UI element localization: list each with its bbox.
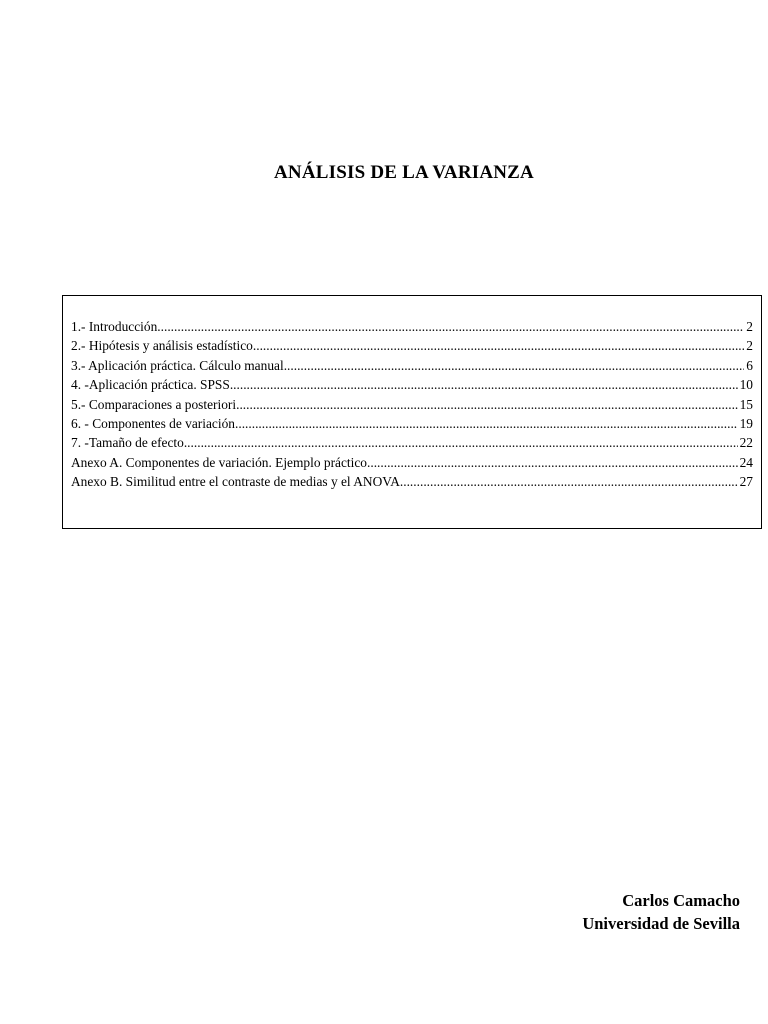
toc-entry-label: Anexo A. Componentes de variación. Ejemplo práctico	[71, 454, 367, 470]
toc-entry-page: 15	[739, 396, 753, 412]
toc-entry[interactable]	[71, 433, 753, 452]
toc-dot-leader	[157, 317, 744, 336]
toc-dot-leader	[253, 336, 744, 355]
toc-entry-page: 24	[739, 454, 753, 470]
toc-dot-leader	[184, 433, 738, 452]
toc-dot-leader	[400, 472, 738, 491]
toc-entry-label: 1.- Introducción	[71, 319, 158, 334]
author-affiliation: Universidad de Sevilla	[582, 914, 740, 933]
toc-entry[interactable]	[71, 453, 753, 472]
toc-entry-page: 22	[739, 435, 753, 451]
toc-entry-page: 19	[739, 415, 753, 431]
toc-entry-label: 5.- Comparaciones a posteriori	[71, 396, 237, 412]
toc-list	[71, 317, 753, 492]
toc-entry[interactable]	[71, 395, 753, 414]
toc-dot-leader	[367, 453, 738, 472]
toc-entry-label: 7. -Tamaño de efecto	[71, 435, 184, 451]
toc-dot-leader	[235, 414, 738, 433]
toc-entry-page: 27	[739, 474, 753, 490]
toc-entry-page: 10	[739, 377, 753, 393]
toc-entry-label: Anexo B. Similitud entre el contraste de medias y el ANOVA	[71, 474, 400, 490]
toc-entry[interactable]	[71, 317, 753, 336]
toc-entry[interactable]	[71, 375, 753, 394]
toc-dot-leader	[284, 356, 745, 375]
toc-entry[interactable]	[71, 336, 753, 355]
toc-dot-leader	[230, 375, 738, 394]
toc-entry-label: 6. - Componentes de variación	[71, 415, 235, 431]
toc-entry-label: 3.- Aplicación práctica. Cálculo manual	[71, 357, 284, 373]
toc-entry[interactable]	[71, 356, 753, 375]
toc-entry-label: 4. -Aplicación práctica. SPSS	[71, 377, 230, 393]
toc-entry[interactable]	[71, 472, 753, 491]
document-title: ANÁLISIS DE LA VARIANZA	[274, 162, 534, 183]
toc-entry-page: 6	[746, 357, 753, 373]
table-of-contents	[62, 295, 762, 529]
toc-dot-leader	[236, 395, 738, 414]
author-name: Carlos Camacho	[622, 891, 740, 910]
toc-entry-label: 2.- Hipótesis y análisis estadístico	[71, 338, 253, 354]
toc-entry-page: 2	[746, 319, 753, 334]
toc-entry[interactable]	[71, 414, 753, 433]
author-block	[582, 889, 740, 935]
toc-entry-page: 2	[746, 338, 753, 354]
